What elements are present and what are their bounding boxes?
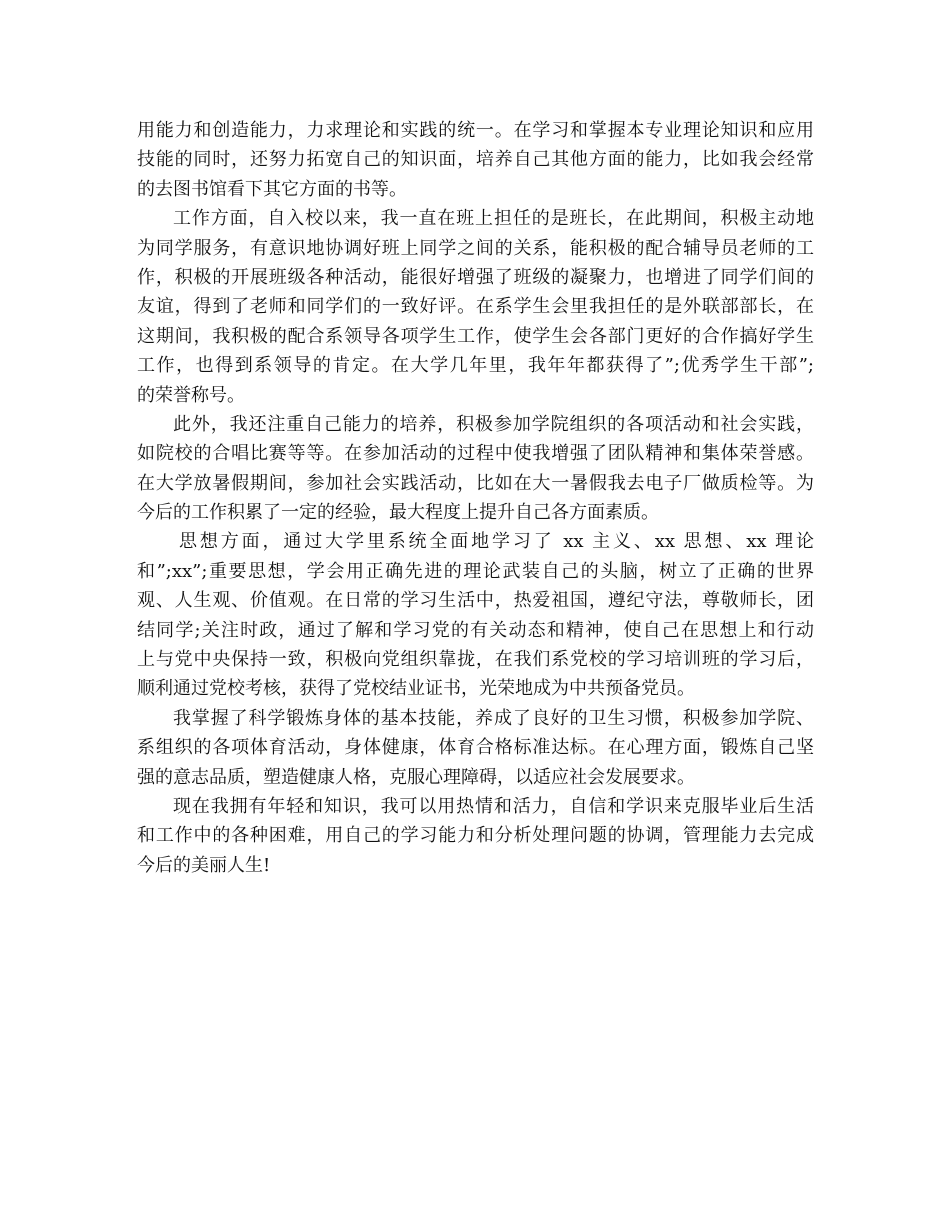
text-line: 结同学;关注时政，通过了解和学习党的有关动态和精神，使自己在思想上和行动 [137, 619, 814, 641]
text-line: 的荣誉称号。 [137, 384, 245, 406]
text-line: 强的意志品质，塑造健康人格，克服心理障碍，以适应社会发展要求。 [137, 766, 695, 788]
text-line: 的去图书馆看下其它方面的书等。 [137, 178, 407, 200]
text-line: 为同学服务，有意识地协调好班上同学之间的关系，能积极的配合辅导员老师的工 [137, 237, 814, 259]
text-line: 和”;xx”;重要思想，学会用正确先进的理论武装自己的头脑，树立了正确的世界 [137, 560, 814, 582]
text-line: 如院校的合唱比赛等等。在参加活动的过程中使我增强了团队精神和集体荣誉感。 [137, 443, 814, 465]
text-line: 今后的工作积累了一定的经验，最大程度上提升自己各方面素质。 [137, 502, 659, 524]
text-line: 在大学放暑假期间，参加社会实践活动，比如在大一暑假我去电子厂做质检等。为 [137, 472, 814, 494]
text-line: 我掌握了科学锻炼身体的基本技能，养成了良好的卫生习惯，积极参加学院、 [173, 707, 814, 729]
text-line: 上与党中央保持一致，积极向党组织靠拢，在我们系党校的学习培训班的学习后， [137, 649, 814, 671]
text-line: 这期间，我积极的配合系领导各项学生工作，使学生会各部门更好的合作搞好学生 [137, 325, 814, 347]
text-line: 今后的美丽人生! [137, 854, 271, 876]
text-line: 系组织的各项体育活动，身体健康，体育合格标准达标。在心理方面，锻炼自己坚 [137, 737, 814, 759]
text-line: 和工作中的各种困难，用自己的学习能力和分析处理问题的协调，管理能力去完成 [137, 825, 814, 847]
document-body [137, 116, 814, 880]
text-line: 工作，也得到系领导的肯定。在大学几年里，我年年都获得了”;优秀学生干部”; [137, 355, 814, 377]
text-line: 顺利通过党校考核，获得了党校结业证书，光荣地成为中共预备党员。 [137, 678, 695, 700]
text-line: 思想方面，通过大学里系统全面地学习了 xx 主义、xx 思想、xx 理论 [179, 531, 814, 553]
text-line: 技能的同时，还努力拓宽自己的知识面，培养自己其他方面的能力，比如我会经常 [137, 149, 814, 171]
text-line: 观、人生观、价值观。在日常的学习生活中，热爱祖国，遵纪守法，尊敬师长，团 [137, 590, 814, 612]
text-line: 用能力和创造能力，力求理论和实践的统一。在学习和掌握本专业理论知识和应用 [137, 120, 814, 141]
text-line: 作，积极的开展班级各种活动，能很好增强了班级的凝聚力，也增进了同学们间的 [137, 266, 814, 288]
text-line: 此外，我还注重自己能力的培养，积极参加学院组织的各项活动和社会实践， [173, 413, 814, 435]
text-line: 现在我拥有年轻和知识，我可以用热情和活力，自信和学识来克服毕业后生活 [173, 795, 814, 817]
text-line: 友谊，得到了老师和同学们的一致好评。在系学生会里我担任的是外联部部长，在 [137, 296, 814, 318]
text-line: 工作方面，自入校以来，我一直在班上担任的是班长，在此期间，积极主动地 [173, 208, 814, 230]
